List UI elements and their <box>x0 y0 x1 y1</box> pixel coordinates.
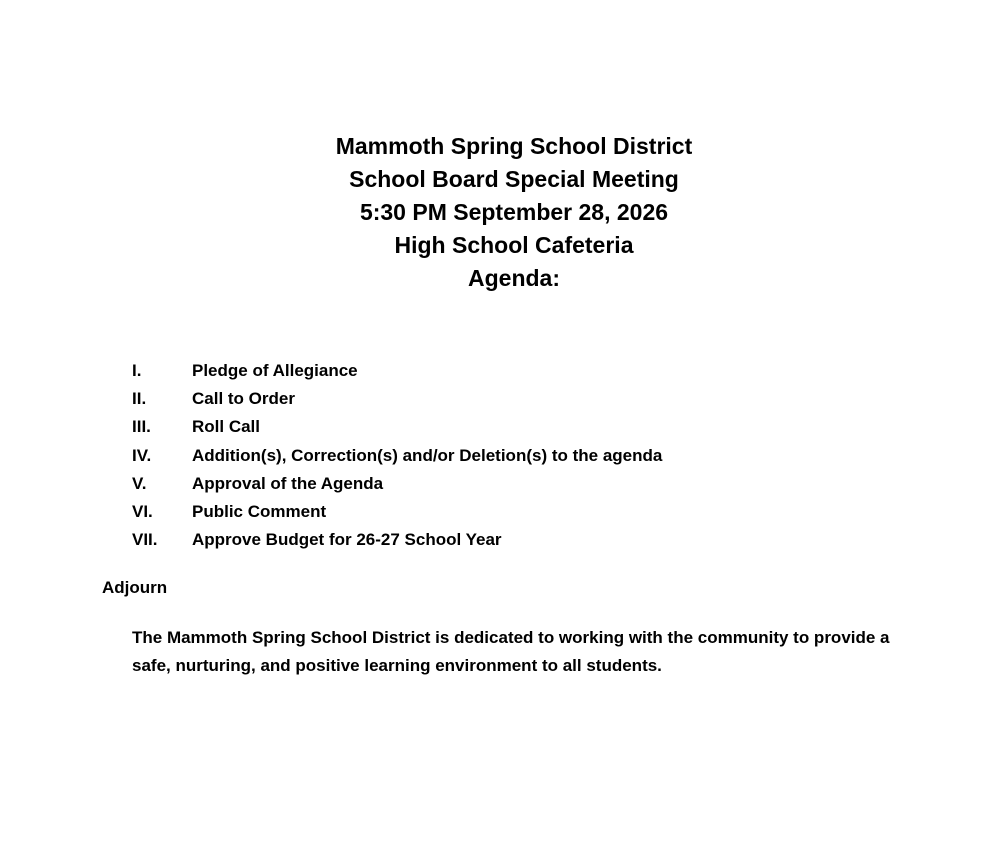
document-header <box>0 130 987 295</box>
agenda-item <box>132 357 662 385</box>
agenda-item-text: Pledge of Allegiance <box>192 361 358 380</box>
agenda-item-number: VII. <box>132 530 158 550</box>
agenda-item-number: I. <box>132 361 142 380</box>
agenda-item-text: Approval of the Agenda <box>192 473 384 493</box>
agenda-item <box>132 526 662 554</box>
mission-statement: The Mammoth Spring School District is dedicated to working with the community to provide a safe, nurturing, and positive learning environment to all students. <box>132 628 890 675</box>
agenda-item-number: V. <box>132 473 147 493</box>
agenda-item-number: IV. <box>132 445 152 465</box>
meeting-title: School Board Special Meeting <box>349 166 679 192</box>
agenda-item-number: III. <box>132 417 151 437</box>
meeting-location: High School Cafeteria <box>394 232 634 258</box>
agenda-item <box>132 470 662 498</box>
agenda-item-text: Call to Order <box>192 389 295 409</box>
agenda-heading: Agenda: <box>468 265 560 291</box>
agenda-item <box>132 442 662 470</box>
agenda-item-number: VI. <box>132 501 153 521</box>
agenda-list <box>132 357 662 554</box>
agenda-item-number: II. <box>132 389 147 409</box>
adjourn-label: Adjourn <box>102 578 168 597</box>
agenda-item-text: Roll Call <box>192 417 261 437</box>
district-name: Mammoth Spring School District <box>335 133 693 159</box>
agenda-item <box>132 498 662 526</box>
agenda-item-text: Approve Budget for 26-27 School Year <box>192 530 502 550</box>
agenda-item <box>132 385 662 413</box>
agenda-item <box>132 413 662 441</box>
agenda-item-text: Public Comment <box>192 501 327 521</box>
meeting-datetime: 5:30 PM September 28, 2026 <box>359 199 669 225</box>
agenda-item-text: Addition(s), Correction(s) and/or Deletion(s) to the agenda <box>192 445 663 465</box>
